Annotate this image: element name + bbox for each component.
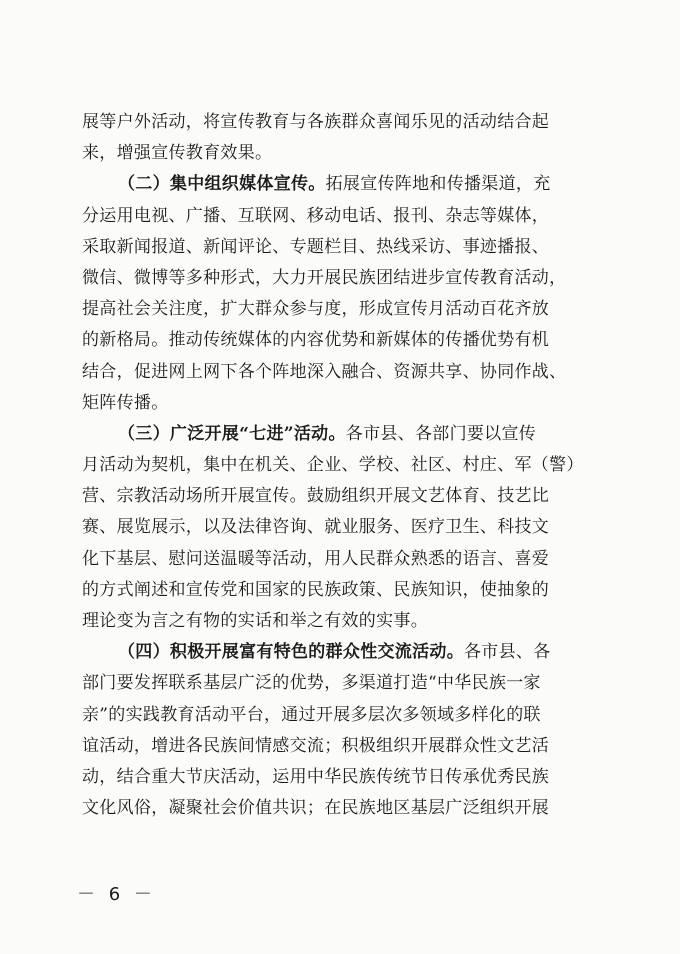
line-text: 亲”的实践教育活动平台，通过开展多层次多领域多样化的联 (82, 704, 541, 725)
text-line (82, 357, 598, 388)
line-text: 各市县、各部门要以宣传 (345, 423, 537, 444)
text-line (82, 325, 598, 356)
line-text: 动，结合重大节庆活动，运用中华民族传统节日传承优秀民族 (82, 766, 550, 787)
text-line (82, 575, 598, 606)
line-text: 文化风俗，凝聚社会价值共识；在民族地区基层广泛组织开展 (82, 798, 550, 819)
line-text: 矩阵传播。 (82, 392, 169, 413)
line-text: 提高社会关注度，扩大群众参与度，形成宣传月活动百花齐放 (82, 299, 550, 320)
text-line (82, 169, 598, 200)
text-line (82, 294, 598, 325)
text-line (82, 606, 598, 637)
text-line (82, 388, 598, 419)
line-text: 采取新闻报道、新闻评论、专题栏目、热线采访、事迹播报、 (82, 236, 550, 257)
line-text: 营、宗教活动场所开展宣传。鼓励组织开展文艺体育、技艺比 (82, 486, 550, 507)
text-line (82, 263, 598, 294)
text-line (82, 201, 598, 232)
text-line (82, 481, 598, 512)
line-text: 理论变为言之有物的实话和举之有效的实事。 (82, 611, 428, 631)
body-text (82, 107, 598, 824)
line-text: 月活动为契机，集中在机关、企业、学校、社区、村庄、军（警） (82, 455, 584, 476)
text-line (82, 762, 598, 793)
paragraph (82, 637, 598, 824)
line-text: 赛、展览展示，以及法律咨询、就业服务、医疗卫生、科技文 (82, 517, 550, 538)
line-text: 来，增强宣传教育效果。 (82, 143, 273, 164)
line-text: 化下基层、慰问送温暖等活动，用人民群众熟悉的语言、喜爱 (82, 548, 550, 569)
page-number: － 6 － (77, 884, 156, 905)
line-text: 拓展宣传阵地和传播渠道，充 (325, 174, 551, 195)
text-line (82, 544, 598, 575)
line-text: 展等户外活动，将宣传教育与各族群众喜闻乐见的活动结合起 (82, 112, 550, 132)
text-line (82, 107, 598, 138)
text-line (82, 668, 598, 699)
line-text: 的方式阐述和宣传党和国家的民族政策、民族知识，使抽象的 (82, 579, 550, 600)
paragraph (82, 107, 598, 169)
line-text: 结合，促进网上网下各个阵地深入融合、资源共享、协同作战、 (82, 361, 567, 382)
line-text: 的新格局。推动传统媒体的内容优势和新媒体的传播优势有机 (82, 330, 550, 351)
line-text: 各市县、各 (464, 642, 551, 663)
line-text: 部门要发挥联系基层广泛的优势，多渠道打造“中华民族一家 (82, 673, 541, 694)
line-text: 分运用电视、广播、互联网、移动电话、报刊、杂志等媒体， (82, 205, 550, 226)
line-text: 谊活动，增进各民族间情感交流；积极组织开展群众性文艺活 (82, 735, 550, 756)
text-line (82, 232, 598, 263)
text-line (82, 419, 598, 450)
text-line (82, 512, 598, 543)
text-line (82, 793, 598, 824)
paragraph (82, 169, 598, 419)
paragraph (82, 419, 598, 637)
text-line (82, 637, 598, 668)
text-line (82, 731, 598, 762)
section-heading: （四）积极开展富有特色的群众性交流活动。 (118, 642, 464, 663)
section-heading: （三）广泛开展“七进”活动。 (118, 423, 346, 444)
line-text: 微信、微博等多种形式，大力开展民族团结进步宣传教育活动， (82, 267, 567, 288)
section-heading: （二）集中组织媒体宣传。 (118, 174, 326, 195)
text-line (82, 700, 598, 731)
text-line (82, 138, 598, 169)
text-line (82, 450, 598, 481)
